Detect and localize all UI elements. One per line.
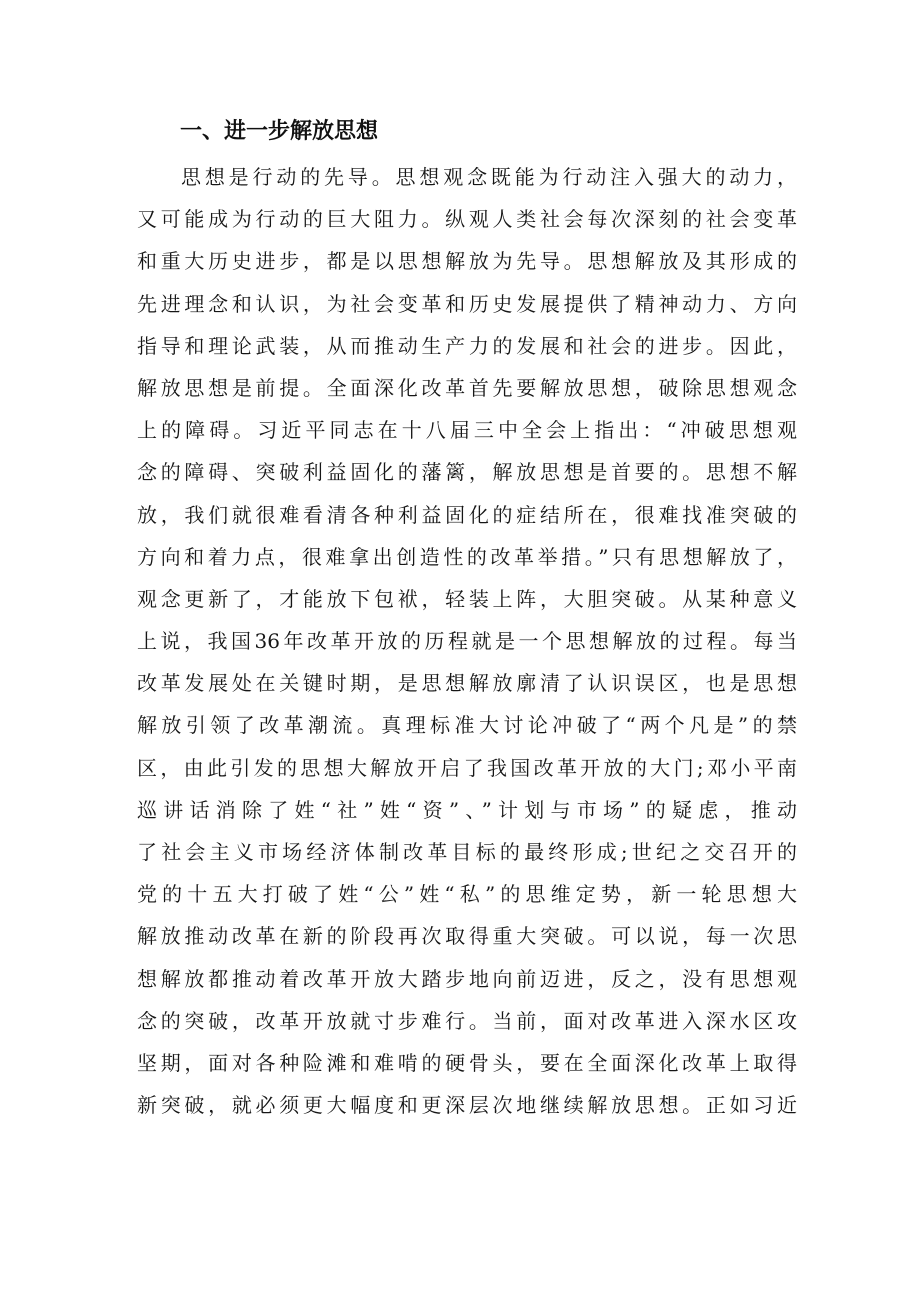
paragraph-line: 改革发展处在关键时期，是思想解放廓清了认识误区，也是思想 — [137, 671, 797, 696]
paragraph-line: 巡讲话消除了姓“社”姓“资”、”计划与市场”的疑虑，推动 — [137, 797, 797, 822]
paragraph-line: 了社会主义市场经济体制改革目标的最终形成;世纪之交召开的 — [137, 840, 797, 864]
paragraph-line: 和重大历史进步，都是以思想解放为先导。思想解放及其形成的 — [137, 249, 797, 274]
paragraph-line: 方向和着力点，很难拿出创造性的改革举措。”只有思想解放了， — [137, 544, 797, 569]
paragraph-line: 新突破，就必须更大幅度和更深层次地继续解放思想。正如习近 — [137, 1093, 797, 1118]
paragraph-line: 上的障碍。习近平同志在十八届三中全会上指出：“冲破思想观 — [137, 418, 797, 443]
paragraph-line: 念的突破，改革开放就寸步难行。当前，面对改革进入深水区攻 — [137, 1008, 797, 1033]
paragraph-line: 思想是行动的先导。思想观念既能为行动注入强大的动力， — [181, 165, 797, 189]
paragraph-line: 指导和理论武装，从而推动生产力的发展和社会的进步。因此， — [137, 333, 797, 358]
paragraph-line: 解放引领了改革潮流。真理标准大讨论冲破了“两个凡是”的禁 — [137, 713, 797, 738]
section-heading: 一、进一步解放思想 — [180, 119, 379, 144]
paragraph-line: 坚期，面对各种险滩和难啃的硬骨头，要在全面深化改革上取得 — [137, 1050, 797, 1075]
paragraph-line: 放，我们就很难看清各种利益固化的症结所在，很难找准突破的 — [137, 502, 797, 527]
paragraph-line: 想解放都推动着改革开放大踏步地向前迈进，反之，没有思想观 — [137, 966, 797, 991]
paragraph-line: 党的十五大打破了姓“公”姓“私”的思维定势，新一轮思想大 — [137, 882, 797, 907]
paragraph-line: 又可能成为行动的巨大阻力。纵观人类社会每次深刻的社会变革 — [137, 207, 797, 232]
paragraph-line: 先进理念和认识，为社会变革和历史发展提供了精神动力、方向 — [137, 291, 797, 316]
paragraph-line: 念的障碍、突破利益固化的藩篱，解放思想是首要的。思想不解 — [137, 460, 797, 485]
paragraph-line: 解放思想是前提。全面深化改革首先要解放思想，破除思想观念 — [137, 375, 797, 400]
paragraph-line: 解放推动改革在新的阶段再次取得重大突破。可以说，每一次思 — [137, 924, 797, 949]
paragraph-line: 观念更新了，才能放下包袱，轻装上阵，大胆突破。从某种意义 — [137, 586, 797, 611]
paragraph-line: 区，由此引发的思想大解放开启了我国改革开放的大门;邓小平南 — [137, 755, 797, 780]
paragraph-line: 上说，我国36年改革开放的历程就是一个思想解放的过程。每当 — [137, 629, 797, 654]
body-paragraph — [137, 156, 797, 1126]
